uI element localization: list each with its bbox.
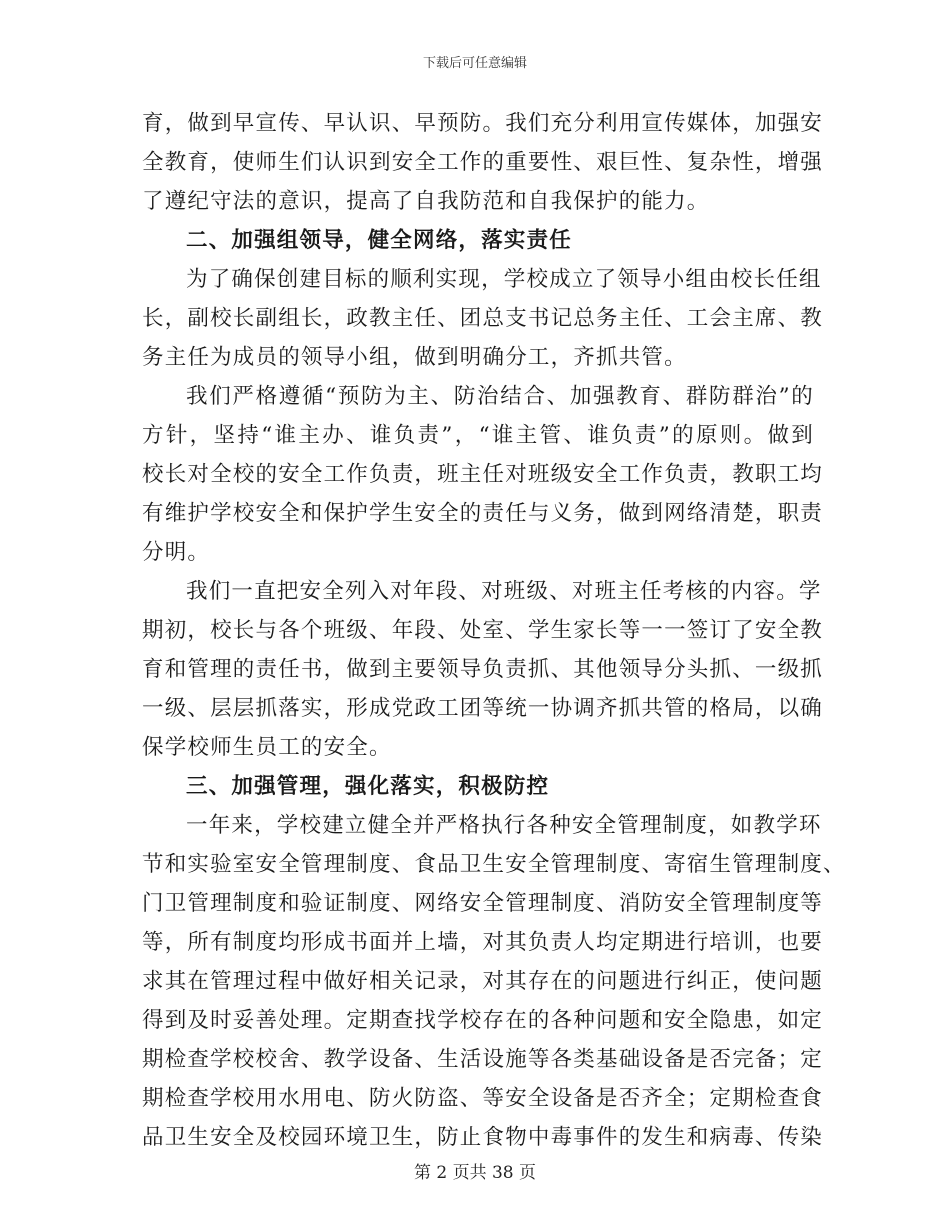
text-line: 我们严格遵循“预防为主、防治结合、加强教育、群防群治”的	[186, 384, 814, 409]
text-line: 育和管理的责任书，做到主要领导负责抓、其他领导分头抓、一级抓	[142, 657, 824, 682]
text-line: 期初，校长与各个班级、年段、处室、学生家长等一一签订了安全教	[142, 618, 824, 643]
section-heading: 二、加强组领导，健全网络，落实责任	[186, 228, 572, 253]
text-line: 等，所有制度均形成书面并上墙，对其负责人均定期进行培训，也要	[142, 930, 824, 955]
text-line: 为了确保创建目标的顺利实现，学校成立了领导小组由校长任组	[186, 267, 822, 292]
text-line: 期检查学校校舍、教学设备、生活设施等各类基础设备是否完备；定	[142, 1047, 824, 1072]
text-line: 了遵纪守法的意识，提高了自我防范和自我保护的能力。	[142, 189, 710, 214]
text-line: 求其在管理过程中做好相关记录，对其存在的问题进行纠正，使问题	[142, 969, 824, 994]
text-line: 方针，坚持“谁主办、谁负责”，“谁主管、谁负责”的原则。做到	[142, 423, 814, 448]
text-line: 分明。	[142, 540, 211, 565]
text-line: 全教育，使师生们认识到安全工作的重要性、艰巨性、复杂性，增强	[142, 150, 824, 175]
text-line: 校长对全校的安全工作负责，班主任对班级安全工作负责，教职工均	[142, 462, 824, 487]
text-line: 长，副校长副组长，政教主任、团总支书记总务主任、工会主席、教	[142, 306, 824, 331]
text-line: 期检查学校用水用电、防火防盗、等安全设备是否齐全；定期检查食	[142, 1086, 824, 1111]
text-line: 有维护学校安全和保护学生安全的责任与义务，做到网络清楚，职责	[142, 501, 824, 526]
page-header: 下载后可任意编辑	[422, 56, 527, 71]
text-line: 保学校师生员工的安全。	[142, 735, 392, 760]
page-footer: 第 2 页共 38 页	[413, 1163, 537, 1183]
document-body	[142, 104, 846, 1157]
text-line: 节和实验室安全管理制度、食品卫生安全管理制度、寄宿生管理制度、	[142, 852, 846, 877]
text-line: 一年来，学校建立健全并严格执行各种安全管理制度，如教学环	[186, 813, 822, 838]
text-line: 务主任为成员的领导小组，做到明确分工，齐抓共管。	[142, 345, 687, 370]
text-line: 门卫管理制度和验证制度、网络安全管理制度、消防安全管理制度等	[142, 891, 824, 916]
section-heading: 三、加强管理，强化落实，积极防控	[186, 774, 550, 799]
text-line: 一级、层层抓落实，形成党政工团等统一协调齐抓共管的格局，以确	[142, 696, 824, 721]
text-line: 育，做到早宣传、早认识、早预防。我们充分利用宣传媒体，加强安	[142, 111, 824, 136]
text-line: 我们一直把安全列入对年段、对班级、对班主任考核的内容。学	[186, 579, 822, 604]
text-line: 得到及时妥善处理。定期查找学校存在的各种问题和安全隐患，如定	[142, 1008, 824, 1033]
text-line: 品卫生安全及校园环境卫生，防止食物中毒事件的发生和病毒、传染	[142, 1125, 824, 1150]
